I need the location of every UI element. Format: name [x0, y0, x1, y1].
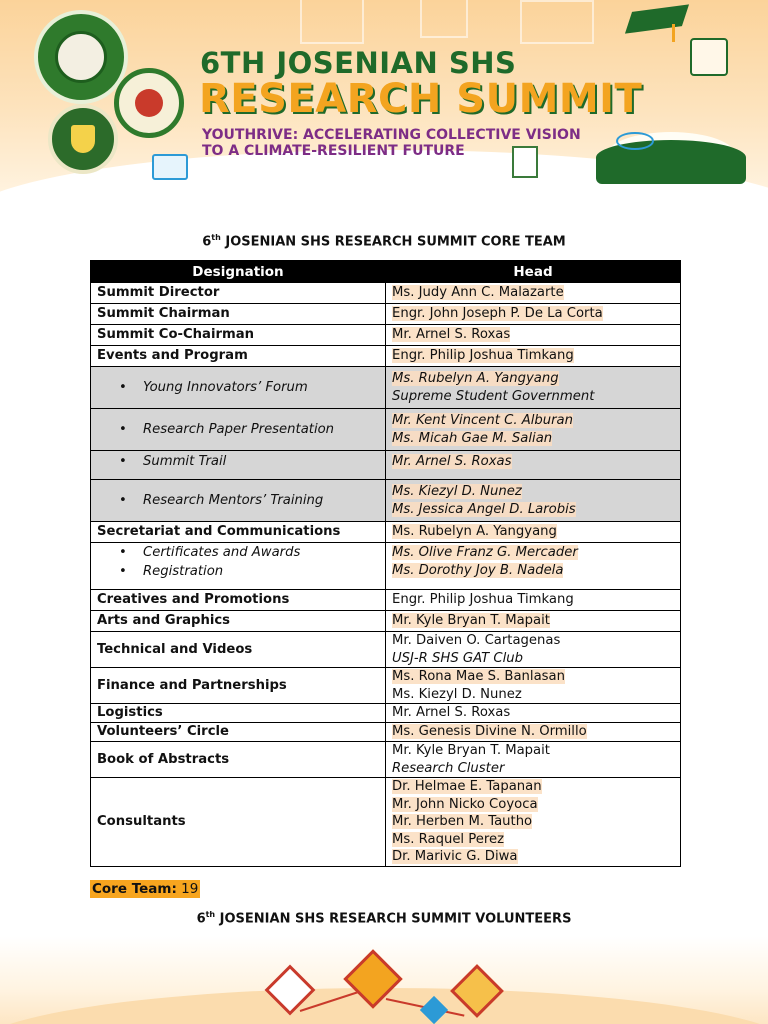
volunteers-title: 6th JOSENIAN SHS RESEARCH SUMMIT VOLUNTEERS [196, 910, 572, 927]
banner-main-title: RESEARCH SUMMIT [199, 76, 643, 122]
sub-designation-cell [91, 367, 386, 409]
head-cell [386, 346, 681, 367]
sub-designation-label: Registration [143, 563, 224, 579]
head-cell [386, 742, 681, 778]
graduation-cap-icon [625, 4, 689, 33]
designation-cell: Volunteers’ Circle [91, 723, 386, 742]
designation-cell: Technical and Videos [91, 632, 386, 668]
head-name: Ms. Dorothy Joy B. Nadela [392, 562, 564, 578]
head-cell [386, 704, 681, 723]
designation-column-header: Designation [91, 261, 386, 283]
head-cell [386, 451, 681, 480]
designation-cell: Summit Co-Chairman [91, 325, 386, 346]
head-cell [386, 367, 681, 409]
head-name: Ms. Kiezyl D. Nunez [392, 686, 522, 702]
monitor-icon [152, 154, 188, 180]
head-name: Mr. Daiven O. Cartagenas [392, 633, 561, 648]
designation-cell: Arts and Graphics [91, 611, 386, 632]
sub-designation-cell [91, 543, 386, 590]
head-cell [386, 304, 681, 325]
designation-cell: Book of Abstracts [91, 742, 386, 778]
diploma-scroll-icon [690, 38, 728, 76]
designation-cell: Consultants [91, 778, 386, 867]
atom-icon [616, 132, 654, 150]
head-name: Mr. Arnel S. Roxas [392, 327, 511, 343]
head-name: Engr. John Joseph P. De La Corta [392, 306, 603, 322]
sub-designation-cell [91, 480, 386, 522]
head-name: Ms. Micah Gae M. Salian [392, 430, 553, 446]
sub-designation-label: Certificates and Awards [143, 545, 301, 560]
usj-r-seal-logo [34, 10, 128, 104]
head-name: Ms. Rona Mae S. Banlasan [392, 669, 565, 684]
table-row [91, 283, 681, 304]
sub-designation-cell [91, 451, 386, 480]
head-name: Ms. Raquel Perez [392, 831, 505, 847]
table-row [91, 778, 681, 867]
sub-designation-label: Research Mentors’ Training [143, 492, 324, 508]
designation-cell: Finance and Partnerships [91, 668, 386, 704]
table-row [91, 304, 681, 325]
core-team-table [90, 260, 681, 867]
head-name: Mr. Kyle Bryan T. Mapait [392, 613, 550, 629]
decorative-square [300, 0, 364, 44]
sub-designation-label: Summit Trail [143, 454, 227, 469]
head-organization: USJ-R SHS GAT Club [392, 650, 524, 666]
sub-designation-label: Research Paper Presentation [143, 421, 335, 437]
designation-cell: Creatives and Promotions [91, 590, 386, 611]
head-name: Ms. Olive Franz G. Mercader [392, 545, 578, 560]
head-column-header: Head [386, 261, 681, 283]
bullet: • [119, 421, 127, 437]
head-organization: Supreme Student Government [392, 388, 595, 404]
designation-cell: Secretariat and Communications [91, 522, 386, 543]
banner-theme-line-2: TO A CLIMATE-RESILIENT FUTURE [202, 143, 465, 159]
table-row [91, 723, 681, 742]
bullet: • [119, 454, 127, 469]
table-row [91, 346, 681, 367]
head-name: Engr. Philip Joshua Timkang [392, 592, 574, 608]
table-row [91, 367, 681, 409]
table-row [91, 668, 681, 704]
head-cell [386, 590, 681, 611]
open-book-icon [596, 140, 746, 184]
student-government-seal-logo [48, 104, 118, 174]
head-name: Mr. Arnel S. Roxas [392, 705, 511, 721]
document-chart-icon [512, 146, 538, 178]
core-team-count-label: Core Team: [92, 881, 177, 897]
core-team-count [90, 880, 200, 898]
head-name: Ms. Jessica Angel D. Larobis [392, 501, 576, 517]
head-cell [386, 668, 681, 704]
designation-cell: Events and Program [91, 346, 386, 367]
head-cell [386, 325, 681, 346]
head-cell [386, 522, 681, 543]
table-header-row [91, 261, 681, 283]
summit-banner [0, 0, 768, 196]
head-name: Ms. Genesis Divine N. Ormillo [392, 724, 587, 740]
table-row [91, 451, 681, 480]
decorative-square [520, 0, 594, 44]
banner-theme-line-1: YOUTHRIVE: ACCELERATING COLLECTIVE VISION [202, 127, 581, 143]
head-cell [386, 611, 681, 632]
head-name: Engr. Philip Joshua Timkang [392, 348, 574, 364]
designation-cell: Summit Director [91, 283, 386, 304]
decorative-square [420, 0, 468, 38]
table-row [91, 611, 681, 632]
head-name: Mr. John Nicko Coyoca [392, 796, 538, 812]
bullet: • [119, 492, 127, 508]
head-name: Ms. Rubelyn A. Yangyang [392, 371, 559, 386]
head-cell [386, 283, 681, 304]
head-name: Mr. Arnel S. Roxas [392, 454, 512, 469]
head-name: Dr. Marivic G. Diwa [392, 849, 518, 864]
core-team-title: 6th JOSENIAN SHS RESEARCH SUMMIT CORE TEAM [202, 233, 566, 250]
bullet: • [119, 563, 127, 579]
sub-designation-cell [91, 409, 386, 451]
head-cell [386, 480, 681, 522]
table-row [91, 480, 681, 522]
bullet: • [119, 545, 127, 560]
sub-designation-label: Young Innovators’ Forum [143, 379, 308, 395]
table-row [91, 590, 681, 611]
designation-cell: Summit Chairman [91, 304, 386, 325]
head-name: Mr. Herben M. Tautho [392, 814, 533, 829]
head-cell [386, 723, 681, 742]
core-team-count-value: 19 [181, 881, 199, 897]
table-row [91, 543, 681, 590]
head-name: Mr. Kent Vincent C. Alburan [392, 413, 573, 428]
banner-edition-title: 6TH JOSENIAN SHS [200, 46, 517, 80]
table-row [91, 632, 681, 668]
head-cell [386, 409, 681, 451]
table-row [91, 742, 681, 778]
table-row [91, 704, 681, 723]
table-row [91, 522, 681, 543]
head-cell [386, 543, 681, 590]
table-row [91, 409, 681, 451]
head-name: Mr. Kyle Bryan T. Mapait [392, 743, 550, 758]
head-name: Dr. Helmae E. Tapanan [392, 779, 542, 794]
head-name: Ms. Judy Ann C. Malazarte [392, 285, 564, 301]
footer-decoration [0, 936, 768, 1024]
table-row [91, 325, 681, 346]
head-name: Ms. Rubelyn A. Yangyang [392, 524, 557, 540]
head-organization: Research Cluster [392, 760, 505, 776]
bullet: • [119, 379, 127, 395]
head-name: Ms. Kiezyl D. Nunez [392, 484, 522, 499]
head-cell [386, 778, 681, 867]
cap-tassel-icon [672, 24, 675, 42]
head-cell [386, 632, 681, 668]
basic-education-seal-logo [114, 68, 184, 138]
designation-cell: Logistics [91, 704, 386, 723]
